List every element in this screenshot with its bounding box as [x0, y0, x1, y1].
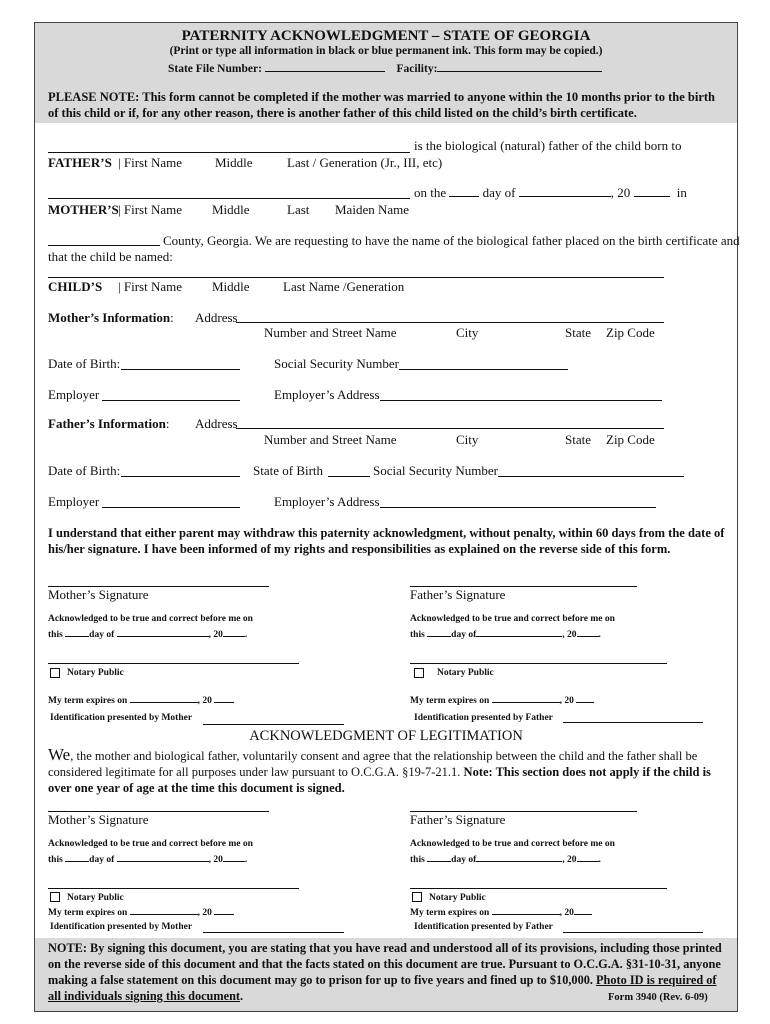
legitimation-paragraph [48, 747, 730, 796]
mother-zip-label: Zip Code [606, 325, 655, 340]
father-tail: is the biological (natural) father of the child born to [414, 138, 682, 153]
birth-month-field[interactable] [519, 185, 611, 197]
mother-term-year-field-2[interactable] [214, 905, 234, 915]
term-label: My term expires on [410, 908, 490, 918]
father-employer-address-label: Employer’s Address [274, 494, 380, 509]
county-text: County, Georgia. We are requesting to have the name of the biological father placed on the birth certificate and [163, 233, 740, 248]
father-name-field[interactable] [48, 152, 410, 153]
father-term-year-field[interactable] [576, 693, 594, 703]
term-20-label: , 20 [559, 908, 574, 918]
father-middle-label: Middle [215, 155, 253, 170]
father-ssn-field[interactable] [498, 476, 684, 477]
father-city-label: City [456, 432, 479, 447]
father-info-label: Father’s Information [48, 416, 166, 431]
father-state-of-birth-label: State of Birth [253, 463, 324, 478]
mother-ack-date-row-2 [48, 852, 247, 865]
father-id-label: Identification presented by Father [414, 713, 553, 723]
term-20-label: , 20 [197, 908, 212, 918]
twenty-label: , 20 [208, 855, 223, 865]
mother-ack-date-row [48, 627, 247, 640]
mother-info-colon: : [170, 310, 174, 325]
father-signature-label-2: Father’s Signature [410, 812, 506, 827]
father-term-field[interactable] [492, 693, 560, 703]
form-number: Form 3940 (Rev. 6-09) [608, 992, 708, 1003]
twenty-label: , 20 [610, 185, 631, 200]
mother-address-field[interactable] [236, 322, 664, 323]
in-label: in [676, 185, 687, 200]
state-file-field[interactable] [265, 60, 385, 72]
mother-first-label: | First Name [118, 202, 182, 217]
mother-middle-label: Middle [212, 202, 250, 217]
mother-term-year-field[interactable] [214, 693, 234, 703]
photo-id-notice: Photo ID is required of all individuals signing this document [48, 973, 717, 1003]
father-ack-month-field[interactable] [476, 627, 562, 637]
mother-ack-day-field-2[interactable] [65, 852, 89, 862]
mother-term-field-2[interactable] [130, 905, 198, 915]
father-ack-day-field[interactable] [427, 627, 451, 637]
twenty-label: , 20 [562, 630, 577, 640]
mother-dob-label: Date of Birth: [48, 356, 121, 371]
period-label: . [244, 630, 248, 640]
mother-signature-label-2: Mother’s Signature [48, 812, 149, 827]
father-address-label: Address [195, 416, 238, 431]
term-20-label: , 20 [197, 696, 212, 706]
mother-signature-label: Mother’s Signature [48, 587, 149, 602]
mother-dob-row [414, 185, 687, 201]
mother-id-field-2[interactable] [203, 932, 344, 933]
mother-ssn-label: Social Security Number [274, 356, 399, 371]
footer-note-text: NOTE: By signing this document, you are stating that you have read and understood all of its provisions, including those printed on the reverse side of this document and that the facts stated on this document are true. Pursuant to O.C.G.A. §31-10-31, anyone making a false statement on this document may go to prison for up to five years and fined up to $10,000. [48, 941, 722, 987]
father-address-field[interactable] [236, 428, 664, 429]
child-last-label: Last Name /Generation [283, 279, 405, 294]
father-notary-line[interactable] [410, 663, 667, 664]
period-label: . [244, 855, 248, 865]
father-term-row [410, 693, 594, 706]
mother-ack-text: Acknowledged to be true and correct before me on [48, 614, 253, 624]
mother-name-field[interactable] [48, 198, 410, 199]
period-label: . [598, 630, 601, 640]
county-field[interactable] [48, 245, 160, 246]
form-subtitle: (Print or type all information in black or blue permanent ink. This form may be copied.) [169, 45, 603, 57]
twenty-label: , 20 [208, 630, 223, 640]
mother-address-label: Address [195, 310, 238, 325]
father-label: FATHER’S [48, 155, 112, 170]
mother-term-field[interactable] [130, 693, 198, 703]
father-dob-label: Date of Birth: [48, 463, 121, 478]
father-street-label: Number and Street Name [264, 432, 397, 447]
footer-period: . [240, 989, 244, 1003]
father-ack-year-field-2[interactable] [577, 852, 599, 862]
father-id-field-2[interactable] [563, 932, 703, 933]
mother-employer-address-label: Employer’s Address [274, 387, 380, 402]
mother-notary-label: Notary Public [67, 668, 124, 678]
father-notary-checkbox[interactable] [414, 668, 424, 678]
mother-ack-year-field[interactable] [223, 627, 245, 637]
mother-notary-checkbox-2[interactable] [50, 892, 60, 902]
mother-id-label: Identification presented by Mother [50, 713, 193, 723]
on-the-label: on the [414, 185, 447, 200]
legitimation-title: ACKNOWLEDGMENT OF LEGITIMATION [249, 728, 523, 744]
father-term-row-2 [410, 905, 592, 918]
father-state-label: State [565, 432, 591, 447]
period-label: . [598, 855, 601, 865]
legitimation-body: , the mother and biological father, voluntarily consent and agree that the relationship between the child and the father shall be considered legitimate for all purposes under law pursuant to O.C.G.A. §19-7-21.1. [48, 749, 698, 779]
father-ack-text: Acknowledged to be true and correct before me on [410, 614, 615, 624]
mother-term-row-2 [48, 905, 234, 918]
facility-field[interactable] [437, 60, 602, 72]
mother-notary-checkbox[interactable] [50, 668, 60, 678]
state-file-row [168, 60, 602, 75]
father-ssn-label: Social Security Number [373, 463, 498, 478]
mother-ack-year-field-2[interactable] [223, 852, 245, 862]
mother-ssn-field[interactable] [399, 369, 568, 370]
this-label: this [48, 855, 63, 865]
father-info-colon: : [165, 416, 170, 431]
father-employer-label: Employer [48, 494, 100, 509]
mother-ack-text-2: Acknowledged to be true and correct before me on [48, 839, 253, 849]
mother-label: MOTHER’S [48, 202, 119, 217]
birth-day-field[interactable] [449, 185, 479, 197]
mother-employer-label: Employer [48, 387, 100, 402]
birth-year-field[interactable] [634, 185, 670, 197]
father-ack-day-field-2[interactable] [427, 852, 451, 862]
father-ack-date-row [410, 627, 601, 640]
term-label: My term expires on [48, 696, 128, 706]
mother-notary-line[interactable] [48, 663, 299, 664]
day-of-label: day of [482, 185, 516, 200]
mother-info-row [48, 310, 174, 326]
father-info-row [48, 416, 169, 432]
father-ack-date-row-2 [410, 852, 601, 865]
father-signature-label: Father’s Signature [410, 587, 506, 602]
father-notary-line-2[interactable] [410, 888, 667, 889]
mother-city-label: City [456, 325, 479, 340]
mother-notary-line-2[interactable] [48, 888, 299, 889]
mother-id-label-2: Identification presented by Mother [50, 922, 193, 932]
day-of-label: day of [451, 630, 477, 640]
child-label: CHILD’S [48, 279, 103, 294]
mother-street-label: Number and Street Name [264, 325, 397, 340]
father-last-label: Last / Generation (Jr., III, etc) [287, 155, 443, 170]
county-text-2: that the child be named: [48, 249, 173, 264]
father-id-field[interactable] [563, 722, 703, 723]
father-ack-year-field[interactable] [577, 627, 599, 637]
father-id-label-2: Identification presented by Father [414, 922, 553, 932]
father-employer-field[interactable] [102, 507, 240, 508]
withdraw-statement: I understand that either parent may withdraw this paternity acknowledgment, without penalty, within 60 days from the date of his/her signature. I have been informed of my rights and responsibilities as explained on the reverse side of this form. [48, 526, 725, 556]
day-of-label: day of [451, 855, 477, 865]
mother-state-label: State [565, 325, 591, 340]
legitimation-note: Note: This section does not apply if the child is over one year of age at the time this document is signed. [48, 765, 711, 795]
facility-label: Facility: [396, 63, 438, 75]
father-notary-checkbox-2[interactable] [412, 892, 422, 902]
term-label: My term expires on [410, 696, 490, 706]
father-ack-text-2: Acknowledged to be true and correct before me on [410, 839, 615, 849]
mother-id-field[interactable] [203, 724, 344, 725]
mother-employer-field[interactable] [102, 400, 240, 401]
father-ack-month-field-2[interactable] [476, 852, 562, 862]
mother-term-row [48, 693, 234, 706]
mother-info-label: Mother’s Information [48, 310, 171, 325]
day-of-label: day of [89, 630, 115, 640]
mother-notary-label-2: Notary Public [67, 893, 124, 903]
father-first-label: | First Name [118, 155, 182, 170]
child-name-field[interactable] [48, 277, 664, 278]
father-term-field-2[interactable] [492, 905, 560, 915]
term-label: My term expires on [48, 908, 128, 918]
father-notary-label: Notary Public [437, 668, 494, 678]
this-label: this [48, 630, 63, 640]
father-zip-label: Zip Code [606, 432, 655, 447]
mother-ack-month-field-2[interactable] [117, 852, 209, 862]
mother-ack-month-field[interactable] [117, 627, 209, 637]
term-20-label: , 20 [559, 696, 574, 706]
day-of-label: day of [89, 855, 115, 865]
mother-employer-address-field[interactable] [380, 400, 662, 401]
state-file-label: State File Number: [168, 63, 262, 75]
twenty-label: , 20 [562, 855, 577, 865]
child-middle-label: Middle [212, 279, 250, 294]
mother-last-label: Last [287, 202, 310, 217]
legitimation-we: We [48, 745, 71, 764]
father-term-year-field-2[interactable] [574, 905, 592, 915]
mother-ack-day-field[interactable] [65, 627, 89, 637]
this-label: this [410, 855, 425, 865]
father-state-of-birth-field[interactable] [328, 476, 370, 477]
mother-maiden-label: Maiden Name [335, 202, 410, 217]
form-title: PATERNITY ACKNOWLEDGMENT – STATE OF GEORGIA [181, 28, 591, 44]
father-employer-address-field[interactable] [380, 507, 656, 508]
father-dob-field[interactable] [121, 476, 240, 477]
please-note: PLEASE NOTE: This form cannot be completed if the mother was married to anyone within the 10 months prior to the birth of this child or if, for any other reason, there is another father of this child listed on the child’s birth certificate. [48, 90, 716, 120]
this-label: this [410, 630, 425, 640]
father-notary-label-2: Notary Public [429, 893, 486, 903]
mother-dob-field[interactable] [121, 369, 240, 370]
child-first-label: | First Name [118, 279, 182, 294]
